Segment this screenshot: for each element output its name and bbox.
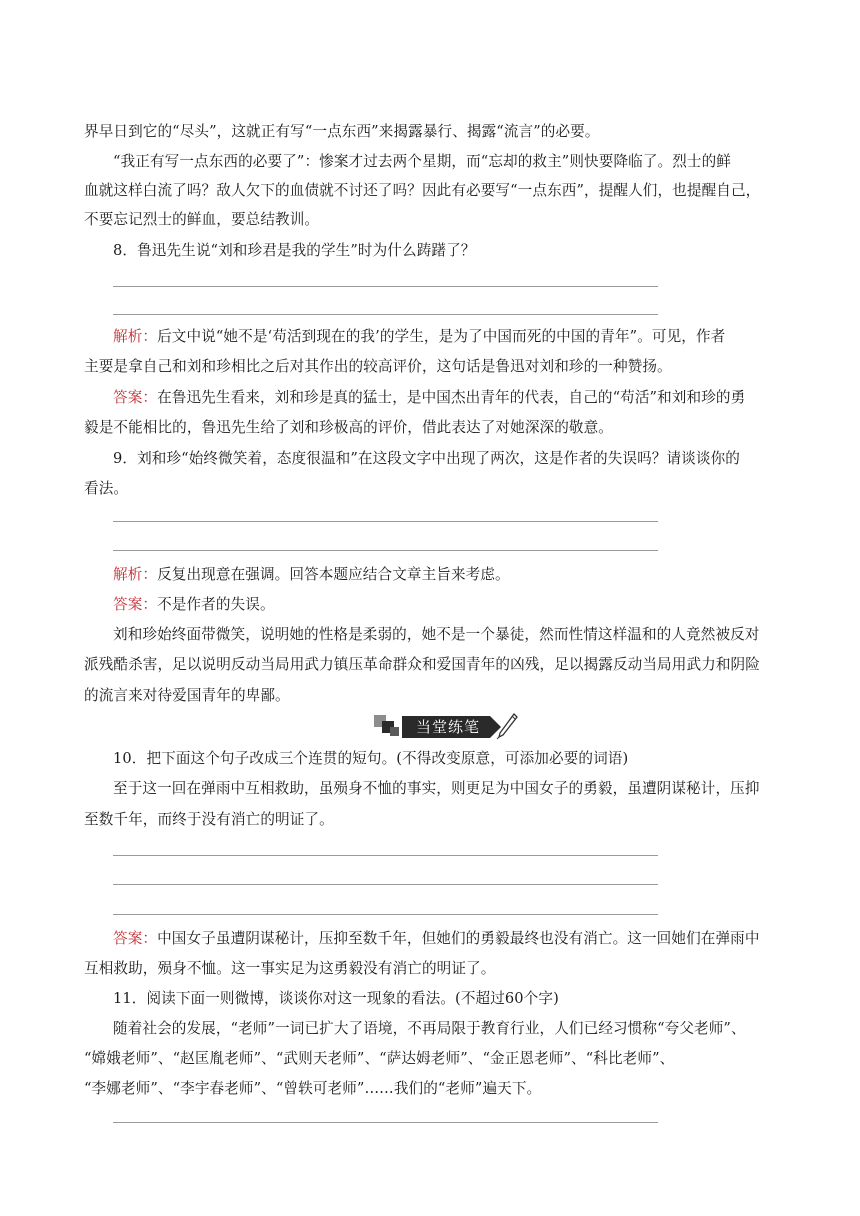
answer-line[interactable] xyxy=(113,286,658,287)
analysis-8: 解析：后文中说“她不是‘苟活到现在的我’的学生，是为了中国而死的中国的青年”。可见，作者 xyxy=(113,328,726,345)
question-9: 9．刘和珍“始终微笑着，态度很温和”在这段文字中出现了两次，这是作者的失误吗？请谈谈你的 xyxy=(113,450,740,467)
text-line: 界早日到它的“尽头”，这就正有写“一点东西”来揭露暴行、揭露“流言”的必要。 xyxy=(84,123,600,140)
question-8: 8．鲁迅先生说“刘和珍君是我的学生”时为什么踌躇了？ xyxy=(113,242,476,259)
text-line: “我正有写一点东西的必要了”：惨案才过去两个星期，而“忘却的救主”则快要降临了。烈士的鲜 xyxy=(113,153,731,170)
answer-label: 答案： xyxy=(113,596,158,613)
question-10: 10．把下面这个句子改成三个连贯的短句。(不得改变原意，可添加必要的词语) xyxy=(113,750,629,767)
section-title: 当堂练笔 xyxy=(416,718,481,736)
text-line: 主要是拿自己和刘和珍相比之后对其作出的较高评价，这句话是鲁迅对刘和珍的一种赞扬。 xyxy=(84,358,672,375)
text-line: 随着社会的发展，“老师”一词已扩大了语境，不再局限于教育行业，人们已经习惯称“夸父老师”、 xyxy=(113,1020,746,1037)
analysis-label: 解析： xyxy=(113,566,158,583)
answer-line[interactable] xyxy=(113,884,658,885)
analysis-9: 解析：反复出现意在强调。回答本题应结合文章主旨来考虑。 xyxy=(113,566,510,583)
answer-10: 答案：中国女子虽遭阴谋秘计，压抑至数千年，但她们的勇毅最终也没有消亡。这一回她们在弹雨中 xyxy=(113,930,760,947)
pen-icon xyxy=(496,712,518,740)
text-line: 刘和珍始终面带微笑，说明她的性格是柔弱的，她不是一个暴徒，然而性情这样温和的人竟然被反对 xyxy=(113,626,760,643)
answer-9: 答案：不是作者的失误。 xyxy=(113,596,275,613)
answer-line[interactable] xyxy=(113,550,658,551)
text-line: 派残酷杀害，足以说明反动当局用武力镇压革命群众和爱国青年的凶残，足以揭露反动当局用武力和阴险 xyxy=(84,656,760,673)
text-line: 血就这样白流了吗？敌人欠下的血债就不讨还了吗？因此有必要写“一点东西”，提醒人们，也提醒自己， xyxy=(84,182,761,199)
text-line: “嫦娥老师”、“赵匡胤老师”、“武则天老师”、“萨达姆老师”、“金正恩老师”、“科比老师”、 xyxy=(84,1050,675,1067)
answer-label: 答案： xyxy=(113,389,158,406)
text-line: 毅是不能相比的，鲁迅先生给了刘和珍极高的评价，借此表达了对她深深的敬意。 xyxy=(84,419,613,436)
text-line: 的流言来对待爱国青年的卑鄙。 xyxy=(84,687,290,704)
question-11: 11．阅读下面一则微博，谈谈你对这一现象的看法。(不超过60个字) xyxy=(113,990,559,1007)
answer-line[interactable] xyxy=(113,521,658,522)
answer-line[interactable] xyxy=(113,1122,658,1123)
answer-label: 答案： xyxy=(113,930,158,947)
answer-line[interactable] xyxy=(113,314,658,315)
text-line: 不要忘记烈士的鲜血，要总结教训。 xyxy=(84,211,320,228)
text-line: 看法。 xyxy=(84,480,129,497)
text-line: 至数千年，而终于没有消亡的明证了。 xyxy=(84,811,334,828)
section-banner xyxy=(372,712,518,742)
text-line: “李娜老师”、“李宇春老师”、“曾轶可老师”……我们的“老师”遍天下。 xyxy=(84,1080,542,1097)
answer-8: 答案：在鲁迅先生看来，刘和珍是真的猛士，是中国杰出青年的代表，自己的“苟活”和刘和珍的勇 xyxy=(113,389,746,406)
answer-line[interactable] xyxy=(113,855,658,856)
analysis-label: 解析： xyxy=(113,328,158,345)
answer-line[interactable] xyxy=(113,914,658,915)
text-line: 至于这一回在弹雨中互相救助，虽殒身不恤的事实，则更足为中国女子的勇毅，虽遭阴谋秘计，压抑 xyxy=(113,780,760,797)
text-line: 互相救助，殒身不恤。这一事实足为这勇毅没有消亡的明证了。 xyxy=(84,960,496,977)
